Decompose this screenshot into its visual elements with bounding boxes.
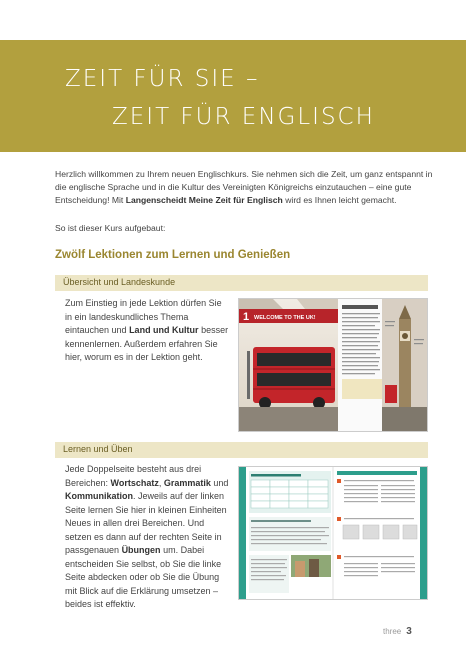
- title-banner: [0, 40, 466, 152]
- learning-bold-exercises: Übungen: [121, 545, 161, 555]
- learning-text-3: um. Dabei entscheiden Sie selbst, ob Sie die linke Seite abdecken oder ob Sie die Übung mit Blick auf die Erklärung umsetzen – beides ist effektiv.: [65, 545, 222, 609]
- exercise-spread-illustration: [239, 467, 427, 599]
- intro-text: Herzlich willkommen zu Ihrem neuen Englischkurs. Sie nehmen sich die Zeit, um ganz entspannt in die englische Sprache und in die Kultur des Vereinigten Königreichs einzutauchen – eine gute Entscheidung! Mit: [55, 169, 433, 205]
- overview-text: Zum Einstieg in jede Lektion dürfen Sie in ein landeskundliches Thema eintauchen und: [65, 298, 222, 335]
- intro-brand: Langenscheidt Meine Zeit für Englisch: [125, 195, 283, 205]
- overview-paragraph: [65, 297, 230, 365]
- learning-sep-1: ,: [158, 477, 164, 488]
- thumb-lesson-number: 1: [243, 311, 250, 323]
- learning-bold-communication: Kommunikation: [65, 491, 134, 501]
- thumb-lesson-title: WELCOME TO THE UK!: [254, 315, 316, 321]
- page-number: 3: [406, 626, 412, 637]
- learning-bold-grammar: Grammatik: [163, 477, 211, 488]
- overview-text-end: besser kennenlernen. Außerdem erfahren Sie hier, worum es in der Lektion geht.: [65, 325, 229, 362]
- page-footer: [383, 626, 412, 637]
- learning-bar-label: Lernen und Üben: [63, 444, 133, 454]
- learning-bar: [55, 442, 428, 458]
- learning-sep-2: und: [210, 477, 229, 488]
- page-title-line-2: ZEIT FÜR ENGLISCH: [112, 104, 375, 130]
- london-spread-illustration: [239, 299, 427, 431]
- learning-paragraph: [65, 463, 230, 612]
- footer-word: three: [383, 627, 402, 636]
- overview-bar: [55, 275, 428, 291]
- exercise-spread-thumbnail: [238, 466, 428, 600]
- overview-bold: Land und Kultur: [129, 325, 199, 335]
- overview-bar-label: Übersicht und Landeskunde: [63, 277, 176, 287]
- learning-bold-vocabulary: Wortschatz: [110, 477, 159, 488]
- intro-paragraph: [55, 168, 435, 207]
- learning-text-1: Jede Doppelseite besteht aus drei Bereichen:: [65, 464, 202, 488]
- page-title-line-1: ZEIT FÜR SIE –: [65, 66, 260, 92]
- lesson-intro-thumbnail: [238, 298, 428, 432]
- intro-text-end: wird es Ihnen leicht gemacht.: [282, 195, 397, 205]
- learning-text-2: . Jeweils auf der linken Seite lernen Sie hier in kleinen Einheiten Neues in allen drei Bereichen. Und setzen es dann auf der rechten Seite in passgenauen: [65, 491, 227, 555]
- section-heading: Zwölf Lektionen zum Lernen und Genießen: [55, 249, 291, 261]
- course-structure-text: So ist dieser Kurs aufgebaut:: [55, 223, 166, 233]
